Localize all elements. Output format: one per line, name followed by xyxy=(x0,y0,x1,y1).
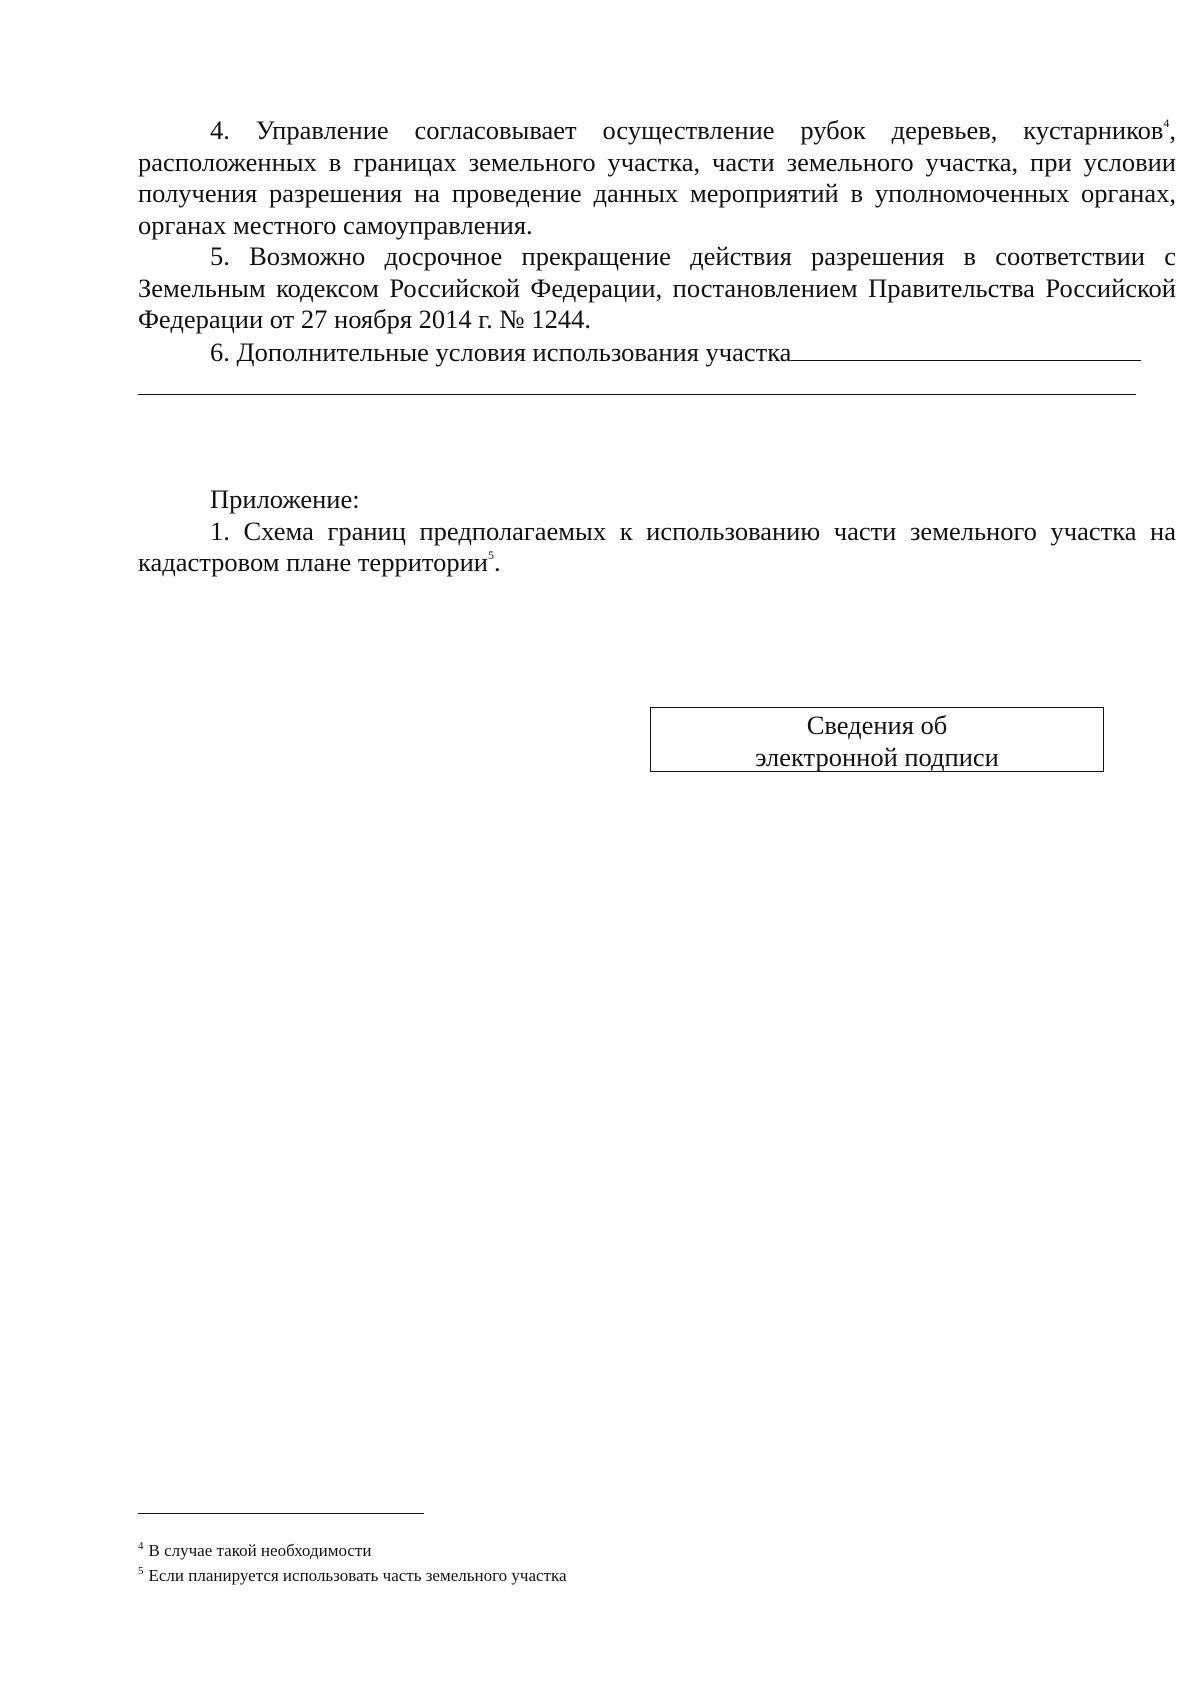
footnote-ref-5: 5 xyxy=(487,548,494,562)
paragraph-4-text-continued: , расположенных в границах земельного участка, части земельного участка, при условии получения разрешения на проведение данных мероприятий в уполномоченных органах, органах местного самоуправления. xyxy=(138,115,1176,240)
footnote-5-text: Если планируется использовать часть земельного участка xyxy=(148,1566,567,1585)
footnote-ref-4: 4 xyxy=(1163,116,1170,130)
appendix-section xyxy=(138,484,1176,579)
footnote-mark-4: 4 xyxy=(138,1540,144,1552)
appendix-item-end: . xyxy=(493,547,501,577)
footnote-5 xyxy=(138,1563,567,1588)
paragraph-4 xyxy=(138,115,1176,241)
document-body xyxy=(138,115,1176,368)
paragraph-4-text: 4. Управление согласовывает осуществление рубок деревьев, кустарников xyxy=(210,115,1164,145)
electronic-signature-box xyxy=(650,707,1104,772)
signature-box-line-1: Сведения об xyxy=(806,710,948,740)
appendix-item-text: 1. Схема границ предполагаемых к использованию части земельного участка на кадастровом плане территории xyxy=(138,515,1176,577)
fill-in-line xyxy=(791,336,1141,361)
footnotes xyxy=(138,1538,567,1588)
footnote-mark-5: 5 xyxy=(138,1565,144,1577)
footnote-separator xyxy=(138,1513,424,1514)
footnote-4 xyxy=(138,1538,567,1563)
paragraph-6-text: 6. Дополнительные условия использования участка xyxy=(210,336,792,367)
footnote-4-text: В случае такой необходимости xyxy=(148,1541,372,1560)
fill-in-line-full xyxy=(138,394,1136,395)
appendix-item-1 xyxy=(138,516,1176,579)
paragraph-5: 5. Возможно досрочное прекращение действия разрешения в соответствии с Земельным кодексом Российской Федерации, постановлением Правительства Российской Федерации от 27 ноября 2014 г. № 1244. xyxy=(138,241,1176,334)
signature-box-line-2: электронной подписи xyxy=(755,742,999,772)
appendix-label: Приложение: xyxy=(210,484,360,514)
paragraph-6 xyxy=(138,336,1176,369)
